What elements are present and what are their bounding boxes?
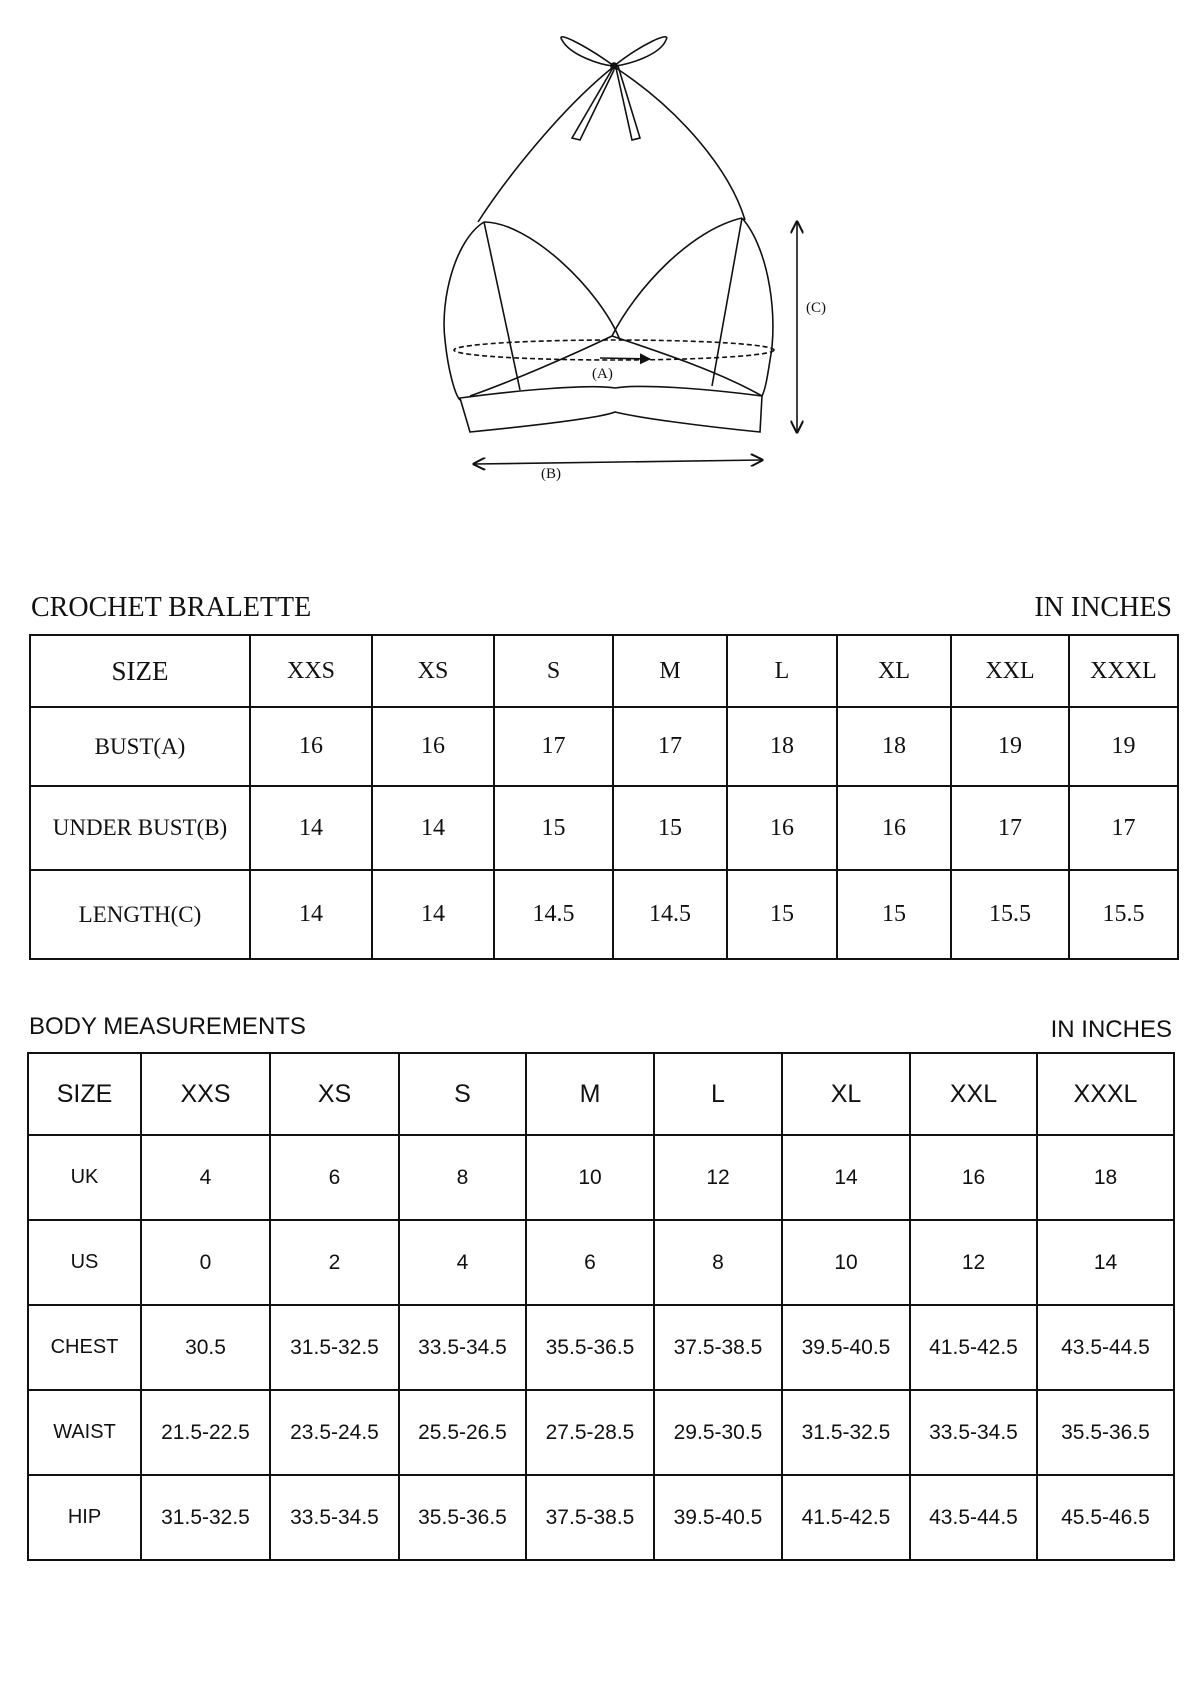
table-row	[30, 870, 1178, 959]
body-measurements-table	[27, 1052, 1175, 1561]
table-cell: 15	[613, 786, 727, 870]
table-cell: 25.5-26.5	[399, 1390, 526, 1475]
table-cell: 12	[910, 1220, 1037, 1305]
table-cell: 10	[526, 1135, 654, 1220]
table-row	[28, 1390, 1174, 1475]
bralette-title: CROCHET BRALETTE	[31, 592, 312, 623]
table-cell: 2	[270, 1220, 399, 1305]
table-row	[30, 707, 1178, 786]
table-cell: XXS	[250, 635, 372, 707]
halter-strap-left	[478, 68, 612, 222]
table-cell: SIZE	[28, 1053, 141, 1135]
table-row	[28, 1475, 1174, 1560]
table-cell: 6	[526, 1220, 654, 1305]
table-cell: 17	[494, 707, 613, 786]
table-cell: 43.5-44.5	[1037, 1305, 1174, 1390]
table-cell: 10	[782, 1220, 910, 1305]
table-cell: 14	[250, 786, 372, 870]
row-label: UNDER BUST(B)	[30, 786, 250, 870]
table-cell: 33.5-34.5	[399, 1305, 526, 1390]
table-cell: S	[399, 1053, 526, 1135]
table-cell: 18	[1037, 1135, 1174, 1220]
table-cell: 31.5-32.5	[141, 1475, 270, 1560]
table-cell: SIZE	[30, 635, 250, 707]
row-label: WAIST	[28, 1390, 141, 1475]
table-cell: 14	[782, 1135, 910, 1220]
table-cell: L	[727, 635, 837, 707]
table-cell: 14.5	[613, 870, 727, 959]
table-cell: 16	[250, 707, 372, 786]
table-cell: 30.5	[141, 1305, 270, 1390]
table-cell: 0	[141, 1220, 270, 1305]
table-cell: S	[494, 635, 613, 707]
table-cell: 15	[837, 870, 951, 959]
table-cell: 14	[1037, 1220, 1174, 1305]
table-cell: 35.5-36.5	[1037, 1390, 1174, 1475]
row-label: HIP	[28, 1475, 141, 1560]
table-cell: 18	[837, 707, 951, 786]
table-cell: M	[526, 1053, 654, 1135]
table-cell: 6	[270, 1135, 399, 1220]
table-cell: 17	[951, 786, 1069, 870]
halter-bow	[561, 37, 667, 140]
table-cell: 29.5-30.5	[654, 1390, 782, 1475]
row-label: BUST(A)	[30, 707, 250, 786]
body-title: BODY MEASUREMENTS	[29, 1013, 306, 1040]
table-cell: 33.5-34.5	[270, 1475, 399, 1560]
table-cell: XXXL	[1069, 635, 1178, 707]
label-b: (B)	[541, 466, 561, 482]
table-cell: 27.5-28.5	[526, 1390, 654, 1475]
table-cell: 15.5	[951, 870, 1069, 959]
table-cell: 45.5-46.5	[1037, 1475, 1174, 1560]
table-cell: 37.5-38.5	[526, 1475, 654, 1560]
table-cell: 15	[494, 786, 613, 870]
table-cell: 4	[399, 1220, 526, 1305]
table-cell: XL	[782, 1053, 910, 1135]
table-cell: 12	[654, 1135, 782, 1220]
label-c: (C)	[806, 300, 826, 316]
table-cell: 8	[399, 1135, 526, 1220]
halter-strap-right	[616, 68, 745, 220]
table-cell: 8	[654, 1220, 782, 1305]
table-cell: 35.5-36.5	[399, 1475, 526, 1560]
table-cell: 17	[613, 707, 727, 786]
bralette-unit: IN INCHES	[1034, 592, 1172, 623]
table-cell: 14	[372, 786, 494, 870]
table-cell: XXS	[141, 1053, 270, 1135]
row-label: LENGTH(C)	[30, 870, 250, 959]
table-cell: 4	[141, 1135, 270, 1220]
table-row	[28, 1220, 1174, 1305]
table-cell: 14	[372, 870, 494, 959]
table-cell: 37.5-38.5	[654, 1305, 782, 1390]
table-row	[28, 1305, 1174, 1390]
right-cup	[612, 218, 742, 336]
table-cell: XS	[372, 635, 494, 707]
table-cell: XS	[270, 1053, 399, 1135]
table-cell: 23.5-24.5	[270, 1390, 399, 1475]
bralette-diagram	[440, 18, 840, 498]
label-a: (A)	[592, 366, 613, 382]
table-cell: 39.5-40.5	[782, 1305, 910, 1390]
table-row	[30, 786, 1178, 870]
bralette-size-table	[29, 634, 1179, 960]
table-cell: 16	[372, 707, 494, 786]
table-cell: L	[654, 1053, 782, 1135]
table-cell: 35.5-36.5	[526, 1305, 654, 1390]
table-cell: XXL	[910, 1053, 1037, 1135]
table-cell: 15.5	[1069, 870, 1178, 959]
table-cell: 39.5-40.5	[654, 1475, 782, 1560]
table-cell: 15	[727, 870, 837, 959]
table-cell: 21.5-22.5	[141, 1390, 270, 1475]
table-cell: 14	[250, 870, 372, 959]
row-label: CHEST	[28, 1305, 141, 1390]
underbust-arrow	[474, 460, 762, 464]
left-cup	[484, 222, 620, 340]
table-cell: 43.5-44.5	[910, 1475, 1037, 1560]
row-label: UK	[28, 1135, 141, 1220]
table-cell: 19	[1069, 707, 1178, 786]
table-cell: 14.5	[494, 870, 613, 959]
row-label: US	[28, 1220, 141, 1305]
table-cell: 33.5-34.5	[910, 1390, 1037, 1475]
table-cell: 16	[727, 786, 837, 870]
underband	[460, 386, 762, 432]
table-cell: 19	[951, 707, 1069, 786]
table-cell: XXL	[951, 635, 1069, 707]
table-cell: XL	[837, 635, 951, 707]
body-unit: IN INCHES	[1050, 1016, 1172, 1043]
table-cell: M	[613, 635, 727, 707]
bust-measure-line	[454, 340, 774, 360]
table-header-row	[30, 635, 1178, 707]
table-cell: 17	[1069, 786, 1178, 870]
table-cell: 31.5-32.5	[270, 1305, 399, 1390]
table-header-row	[28, 1053, 1174, 1135]
table-cell: 31.5-32.5	[782, 1390, 910, 1475]
table-cell: 41.5-42.5	[782, 1475, 910, 1560]
table-cell: 41.5-42.5	[910, 1305, 1037, 1390]
table-cell: 16	[837, 786, 951, 870]
table-row	[28, 1135, 1174, 1220]
table-cell: 16	[910, 1135, 1037, 1220]
table-cell: 18	[727, 707, 837, 786]
table-cell: XXXL	[1037, 1053, 1174, 1135]
